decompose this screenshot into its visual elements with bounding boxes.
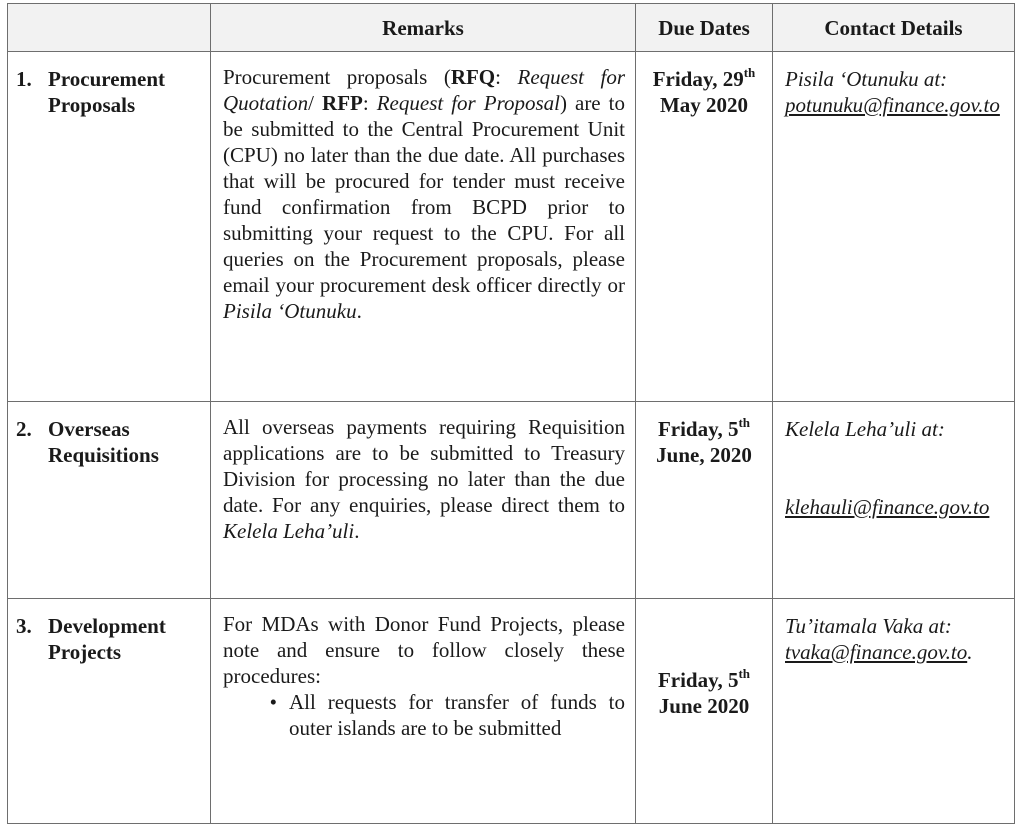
header-item — [8, 4, 211, 52]
list-item: • All requests for transfer of funds to outer islands are to be submitted — [223, 689, 625, 741]
item-number: 1. — [16, 67, 32, 91]
due-date: Friday, 29th May 2020 — [652, 65, 756, 117]
table-row — [8, 402, 1015, 599]
contact-name: Tu’itamala Vaka at: — [785, 614, 952, 638]
remarks-text: All overseas payments requiring Requisition applications are to be submitted to Treasury Division for processing no later than the due date. For any enquiries, please direct them to Kelela Leha’uli. — [223, 415, 625, 543]
remarks-intro: For MDAs with Donor Fund Projects, please note and ensure to follow closely these procedures: — [223, 612, 625, 688]
item-cell — [8, 52, 211, 402]
contact-cell: Tu’itamala Vaka at: tvaka@finance.gov.to. — [773, 599, 1015, 824]
item-title: Overseas Requisitions — [48, 417, 159, 467]
table-header-row — [8, 4, 1015, 52]
item-cell — [8, 599, 211, 824]
contact-name: Kelela Leha’uli at: — [785, 417, 945, 441]
contact-email-link[interactable]: klehauli@finance.gov.to — [785, 495, 990, 519]
due-date-cell — [636, 599, 773, 824]
contact-email-link[interactable]: potunuku@finance.gov.to — [785, 93, 1000, 117]
deadlines-table — [7, 3, 1015, 824]
table-row — [8, 52, 1015, 402]
contact-cell — [773, 52, 1015, 402]
due-date-cell — [636, 402, 773, 599]
header-due-dates: Due Dates — [636, 4, 773, 52]
remarks-cell — [211, 52, 636, 402]
remarks-cell — [211, 402, 636, 599]
procedure-list — [223, 689, 625, 741]
due-date: Friday, 5th June, 2020 — [656, 415, 752, 467]
item-cell — [8, 402, 211, 599]
contact-name: Pisila ‘Otunuku at: — [785, 67, 948, 91]
due-date: Friday, 5th June 2020 — [657, 666, 751, 718]
header-contact-details: Contact Details — [773, 4, 1015, 52]
remarks-text: Procurement proposals (RFQ: Request for Quotation/ RFP: Request for Proposal) are to be submitted to the Central Procurement Unit (CPU) no later than the due date. All purchases that will be procured for tender must receive fund confirmation from BCPD prior to submitting your request to the CPU. For all queries on the Procurement proposals, please email your procurement desk officer directly or Pisila ‘Otunuku. — [223, 65, 625, 323]
remarks-cell — [211, 599, 636, 824]
bullet-icon: • — [269, 690, 277, 714]
contact-cell — [773, 402, 1015, 599]
header-remarks: Remarks — [211, 4, 636, 52]
table-row — [8, 599, 1015, 824]
due-date-cell — [636, 52, 773, 402]
item-number: 3. — [16, 614, 32, 638]
item-number: 2. — [16, 417, 32, 441]
item-title: Procurement Proposals — [48, 67, 166, 117]
item-title: Development Projects — [48, 614, 166, 664]
contact-email-link[interactable]: tvaka@finance.gov.to — [785, 640, 968, 664]
